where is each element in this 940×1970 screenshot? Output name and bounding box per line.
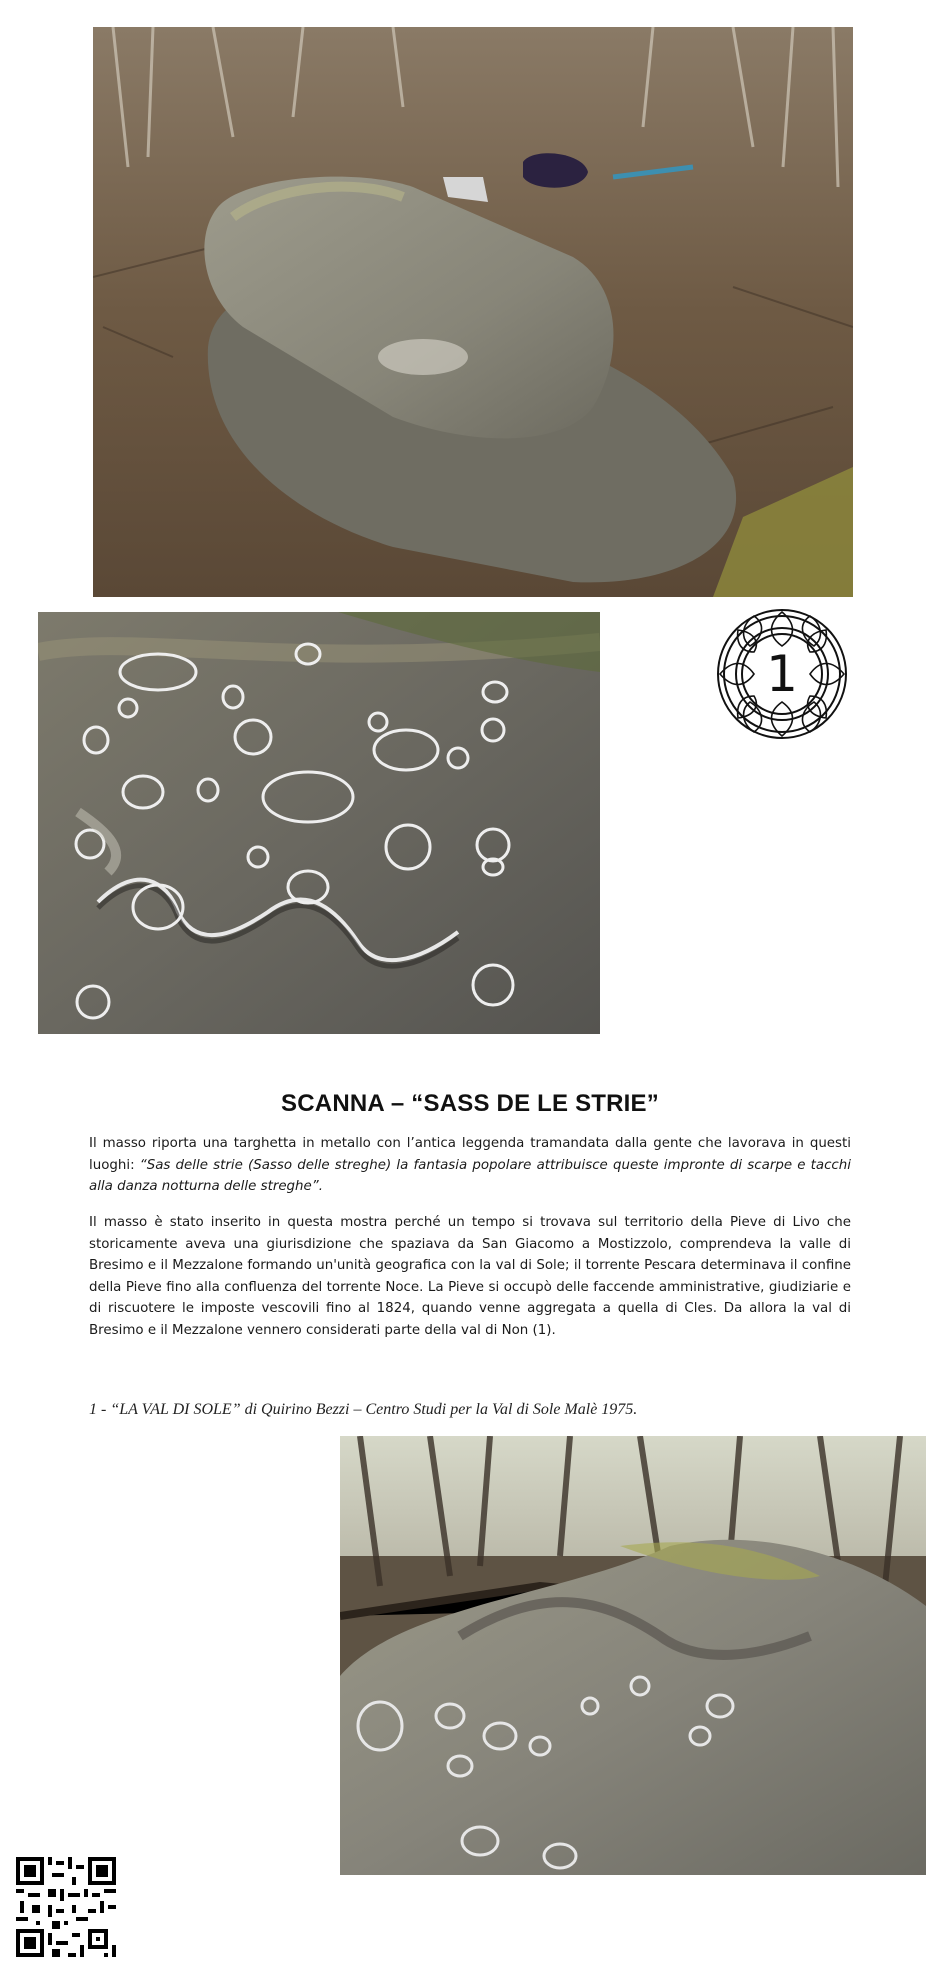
rock-carvings-photo bbox=[38, 612, 600, 1034]
qr-code-icon bbox=[16, 1857, 116, 1957]
boulder-photo-bottom bbox=[340, 1436, 926, 1875]
footnote: 1 - “LA VAL DI SOLE” di Quirino Bezzi – Centro Studi per la Val di Sole Malè 1975. bbox=[89, 1401, 638, 1418]
qr-code[interactable] bbox=[16, 1857, 116, 1957]
badge-number: 1 bbox=[766, 645, 798, 703]
boulder-photo-top bbox=[93, 27, 853, 597]
paragraph-legend-intro: Il masso riporta una targhetta in metallo con l’antica leggenda tramandata dalla gente che lavorava in questi luoghi: bbox=[89, 1136, 851, 1173]
paragraph-legend-quote: “Sas delle strie (Sasso delle streghe) la fantasia popolare attribuisce queste impronte di scarpe e tacchi alla danza notturna delle streghe”. bbox=[89, 1157, 851, 1194]
paragraph-legend bbox=[89, 1133, 851, 1198]
celtic-knot-badge bbox=[714, 606, 850, 742]
page-title: SCANNA – “SASS DE LE STRIE” bbox=[281, 1090, 659, 1118]
paragraph-history: Il masso è stato inserito in questa mostra perché un tempo si trovava sul territorio della Pieve di Livo che storicamente aveva una giurisdizione che spaziava da San Giacomo a Mostizzolo, comprendeva la valle di Bresimo e il Mezzalone formando un'unità geografica con la val di Sole; il torrente Pescara determinava il confine della Pieve fino alla confluenza del torrente Noce. La Pieve si occupò delle faccende amministrative, giudiziarie e di riscuotere le imposte vescovili fino al 1824, quando venne aggregata a quella di Cles. Da allora la val di Bresimo e il Mezzalone vennero considerati parte della val di Non (1). bbox=[89, 1215, 851, 1338]
